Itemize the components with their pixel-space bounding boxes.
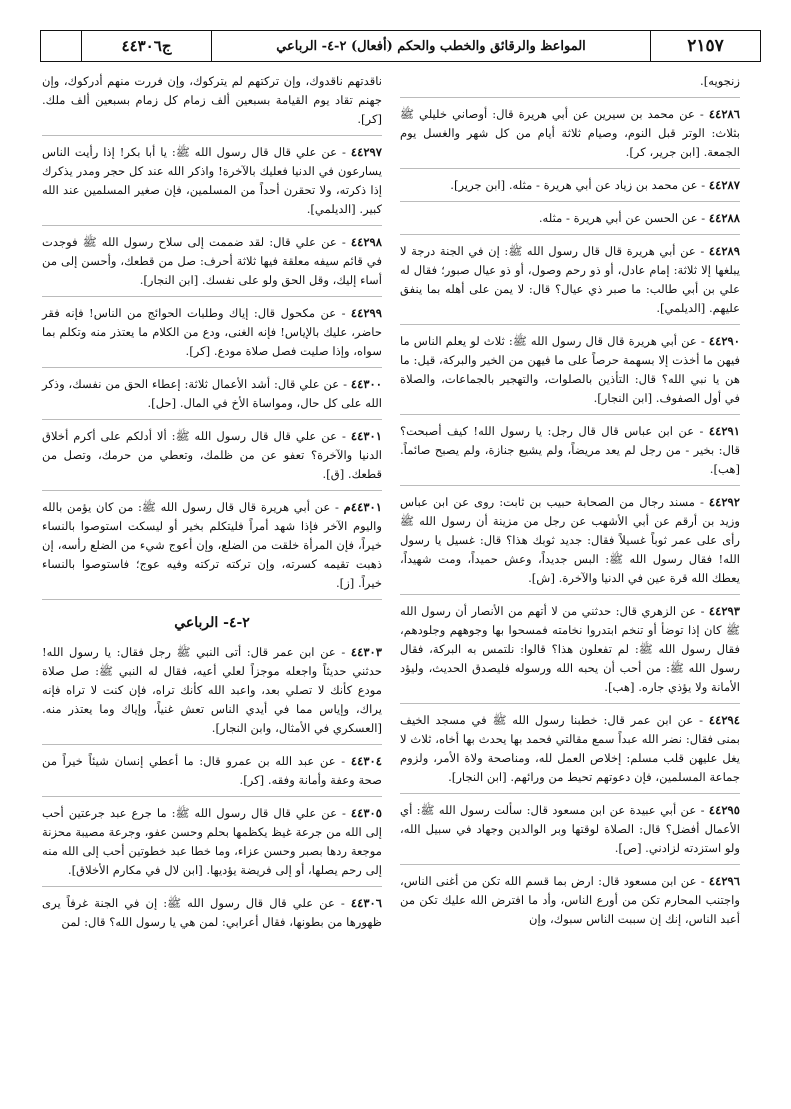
hadith-text: - مسند رجال من الصحابة حبيب بن ثابت: روى عن ابن عباس وزيد بن أرقم عن أبي الأشهب عن رجل من مزينة أن رسول الله ﷺ رأى على عمر ثوباً غسيلاً فقال: جديد ثوبك هذا؟ قال: غسيل يا رسول الله! فقال رسول الله ﷺ: البس جديداً، وعش حميداً، ومت شهيداً، يعطك الله قرة عين في الدنيا والآخرة. [ش]. — [400, 495, 740, 585]
hadith-entry — [42, 427, 382, 491]
hadith-text: - عن مكحول قال: إياك وطلبات الحوائج من الناس! فإنه فقر حاضر، عليك بالإياس! فإنه الغنى، ودع من الكلام ما يعتذر منه وتكلم بما سواه، وإذا صليت فصل صلاة مودع. [كر]. — [42, 306, 382, 358]
hadith-entry — [42, 375, 382, 420]
hadith-text: - عن علي قال: أشد الأعمال ثلاثة: إعطاء الحق من نفسك، وذكر الله على كل حال، ومواساة الأخ في المال. [حل]. — [42, 377, 382, 410]
hadith-text: - عن علي قال قال رسول الله ﷺ: يا أبا بكر! إذا رأيت الناس يسارعون في الدنيا فعليك بالآخرة! واذكر الله عند كل حجر ومدر يذكرك إذا ذكرته، ولا تحقرن أحداً من المسلمين، فإن صغير المسلمين عند الله كبير. [الديلمي]. — [42, 145, 382, 216]
hadith-entry — [42, 72, 382, 136]
hadith-text: - عن علي قال قال رسول الله ﷺ: ألا أدلكم على أكرم أخلاق الدنيا والآخرة؟ تعفو عن من ظلمك، وتعطي من حرمك، وتصل من قطعك. [ق]. — [42, 429, 382, 481]
page-header — [40, 30, 761, 62]
hadith-entry — [400, 801, 740, 865]
hadith-number: ٤٤٢٩٧ — [350, 145, 382, 159]
hadith-number: ٤٤٣٠٠ — [350, 377, 382, 391]
hadith-text: - عن علي قال قال رسول الله ﷺ: ما جرع عبد جرعتين أحب إلى الله من جرعة غيظ يكظمها بحلم وحسن عفو، وجرعة مصيبة محزنة موجعة ردها بصبر وحسن عزاء، وما خطا عبد خطوتين أحب إلى الله منه إلى رحم يصلها، أو إلى فريضة يؤديها. [ابن لال في مكارم الأخلاق]. — [42, 806, 382, 877]
section-heading: ٢-٤- الرباعي — [174, 615, 250, 631]
hadith-number: ٤٤٢٩٤ — [708, 713, 740, 727]
hadith-number: ٤٤٢٨٩ — [708, 244, 741, 258]
hadith-entry — [400, 493, 740, 595]
hadith-number: ٤٤٢٩٣ — [708, 604, 741, 618]
hadith-entry — [400, 711, 740, 794]
hadith-entry — [42, 894, 382, 938]
hadith-number: ٤٤٢٩٦ — [708, 874, 741, 888]
hadith-entry — [42, 752, 382, 797]
hadith-text: - عن عبد الله بن عمرو قال: ما أعطي إنسان شيئاً خيراً من صحة وعفة وأمانة وفقه. [كر]. — [42, 754, 382, 787]
right-column — [400, 72, 740, 942]
hadith-text: - عن ابن عباس قال قال رجل: يا رسول الله! كيف أصبحت؟ قال: بخير - من رجل لم يعد مريضاً، ولم يشيع جنازة، ولم يصبح صائماً. [هب]. — [400, 424, 740, 476]
hadith-text: - عن ابن عمر قال: خطبنا رسول الله ﷺ في مسجد الخيف بمنى فقال: نضر الله عبداً سمع مقالتي فحمد بها يحدث بها أخاه، ثلاث لا يغل عليهن قلب مسلم: إخلاص العمل لله، ومناصحة ولاة الأمر، ولزوم جماعة المسلمين، فإن دعوتهم تحيط من ورائهم. [ابن النجار]. — [400, 713, 740, 784]
hadith-text: ناقدتهم ناقدوك، وإن تركتهم لم يتركوك، وإن فررت منهم أدركوك، وإن جهنم تقاد يوم القيامة بسبعين ألف زمام كل زمام بسبعين ألف ملك. [كر]. — [42, 74, 382, 126]
page-number: ٢١٥٧ — [650, 31, 760, 61]
hadith-text: - عن أبي هريرة قال قال رسول الله ﷺ: ثلاث لو يعلم الناس ما فيهن ما أخذت إلا بسهمة حرصاً على ما فيهن من الخير والبركة، قيل: ما هن يا نبي الله؟ قال: التأذين بالصلوات، والتهجير بالجماعات، والصلاة في أول الصفوف. [ابن النجار]. — [400, 334, 740, 405]
hadith-number: ٤٤٢٩٥ — [708, 803, 740, 817]
hadith-number: ٤٤٢٨٧ — [708, 178, 740, 192]
header-blank-cell — [41, 31, 81, 61]
hadith-number: ٤٤٢٨٦ — [708, 107, 741, 121]
hadith-text: - عن ابن عمر قال: أتى النبي ﷺ رجل فقال: يا رسول الله! حدثني حديثاً واجعله موجزاً لعلي أعيه، فقال له النبي ﷺ: صل صلاة مودع كأنك لا تصلي بعد، واعبد الله كأنك تراه، فإن كنت لا تراه فإنه يراك، وإياس مما في أيدي الناس تعش غنياً، وإياك وما يعتذر منه. [العسكري في الأمثال، وابن النجار]. — [42, 645, 382, 735]
running-title: المواعظ والرقائق والخطب والحكم (أفعال) ٢-٤- الرباعي — [211, 31, 650, 61]
hadith-entry — [400, 332, 740, 415]
hadith-number: ٤٤٣٠١ — [350, 429, 383, 443]
hadith-entry — [42, 143, 382, 226]
hadith-entry — [42, 498, 382, 600]
hadith-text: - عن الزهري قال: حدثني من لا أتهم من الأنصار أن رسول الله ﷺ كان إذا توضأ أو تنخم ابتدروا نخامته فمسحوا بها وجوههم وجلودهم، فقال رسول الله ﷺ: لم تفعلون هذا؟ قالوا: نلتمس به البركة، فقال رسول الله ﷺ: من أحب أن يحبه الله ورسوله فليصدق الحديث، وليؤد الأمانة ولا يؤذي جاره. [هب]. — [400, 604, 740, 694]
margin-scan-mark — [772, 620, 780, 680]
hadith-entry — [42, 304, 382, 368]
hadith-number: ٤٤٣٠٣ — [350, 645, 382, 659]
hadith-text: - عن محمد بن سيرين عن أبي هريرة قال: أوصاني خليلي ﷺ بثلاث: الوتر قبل النوم، وصيام ثلاثة أيام من كل شهر والغسل يوم الجمعة. [ابن جرير، كر]. — [400, 107, 740, 159]
hadith-text: - عن أبي هريرة قال قال رسول الله ﷺ: إن في الجنة درجة لا يبلغها إلا ثلاثة: إمام عادل، أو ذو رحم وصول، أو ذو عيال صبور؛ فقال له علي بن أبي طالب: ما صبر ذي عيال؟ قال: لا يمن على أهله بما ينفق عليهم. [الديلمي]. — [400, 244, 740, 315]
hadith-number: ٤٤٢٩٢ — [708, 495, 741, 509]
left-column — [42, 72, 382, 945]
hadith-text: - عن علي قال: لقد ضممت إلى سلاح رسول الله ﷺ فوجدت في قائم سيفه معلقة فيها ثلاثة أحرف: صل من قطعك، وأحسن إلى من أساء إليك، وقل الحق ولو على نفسك. [ابن النجار]. — [42, 235, 382, 287]
hadith-number: ٤٤٢٩١ — [708, 424, 740, 438]
hadith-number: ٤٤٢٨٨ — [708, 211, 740, 225]
hadith-number: ٤٤٢٩٨ — [350, 235, 382, 249]
hadith-number: ٤٤٢٩٠ — [708, 334, 741, 348]
hadith-number: ٤٤٣٠٥ — [350, 806, 382, 820]
hadith-text: - عن محمد بن زياد عن أبي هريرة - مثله. [ابن جرير]. — [450, 178, 706, 192]
hadith-text: - عن أبي هريرة قال قال رسول الله ﷺ: من كان يؤمن بالله واليوم الآخر فإذا شهد أمراً فليتكلم بخير أو ليسكت استوصوا بالنساء خيراً، فإن المرأة خلقت من الضلع، وإن أعوج شيء من الضلع رأسه، إن ذهبت تقيمه كسرته، وإن تركته تركته وفيه عوج؛ فاستوصوا بالنساء خيراً. [ز]. — [42, 500, 382, 590]
hadith-text: - عن الحسن عن أبي هريرة - مثله. — [538, 211, 706, 225]
hadith-number: ٤٤٢٩٩ — [350, 306, 383, 320]
hadith-entry — [400, 105, 740, 169]
hadith-number: ٤٤٣٠١م — [343, 500, 382, 514]
hadith-entry — [400, 422, 740, 486]
hadith-entry — [42, 643, 382, 745]
hadith-text: زنجويه]. — [700, 74, 740, 88]
hadith-entry — [400, 242, 740, 325]
hadith-number: ٤٤٣٠٤ — [350, 754, 382, 768]
hadith-text: - عن ابن مسعود قال: ارض بما قسم الله تكن من أغنى الناس، واجتنب المحارم تكن من أورع الناس، وأد ما افترض الله عليك تكن من أعبد الناس، إنك إن سببت الناس سبوك، وإن — [400, 874, 740, 926]
hadith-range-ref: ج٤٤٣٠٦ — [81, 31, 211, 61]
hadith-entry — [400, 72, 740, 98]
hadith-text: - عن علي قال قال رسول الله ﷺ: إن في الجنة غرفاً يرى ظهورها من بطونها، فقال أعرابي: لمن هي يا رسول الله؟ قال: لمن — [42, 896, 382, 929]
hadith-text: - عن أبي عبيدة عن ابن مسعود قال: سألت رسول الله ﷺ: أي الأعمال أفضل؟ قال: الصلاة لوقتها وبر الوالدين وجهاد في سبيل الله، ولو استزدته لزادني. [ص]. — [400, 803, 740, 855]
hadith-entry — [400, 176, 740, 202]
hadith-entry — [42, 804, 382, 887]
hadith-entry — [42, 233, 382, 297]
hadith-number: ٤٤٣٠٦ — [350, 896, 383, 910]
hadith-entry — [400, 872, 740, 935]
hadith-entry — [400, 602, 740, 704]
hadith-entry — [400, 209, 740, 235]
